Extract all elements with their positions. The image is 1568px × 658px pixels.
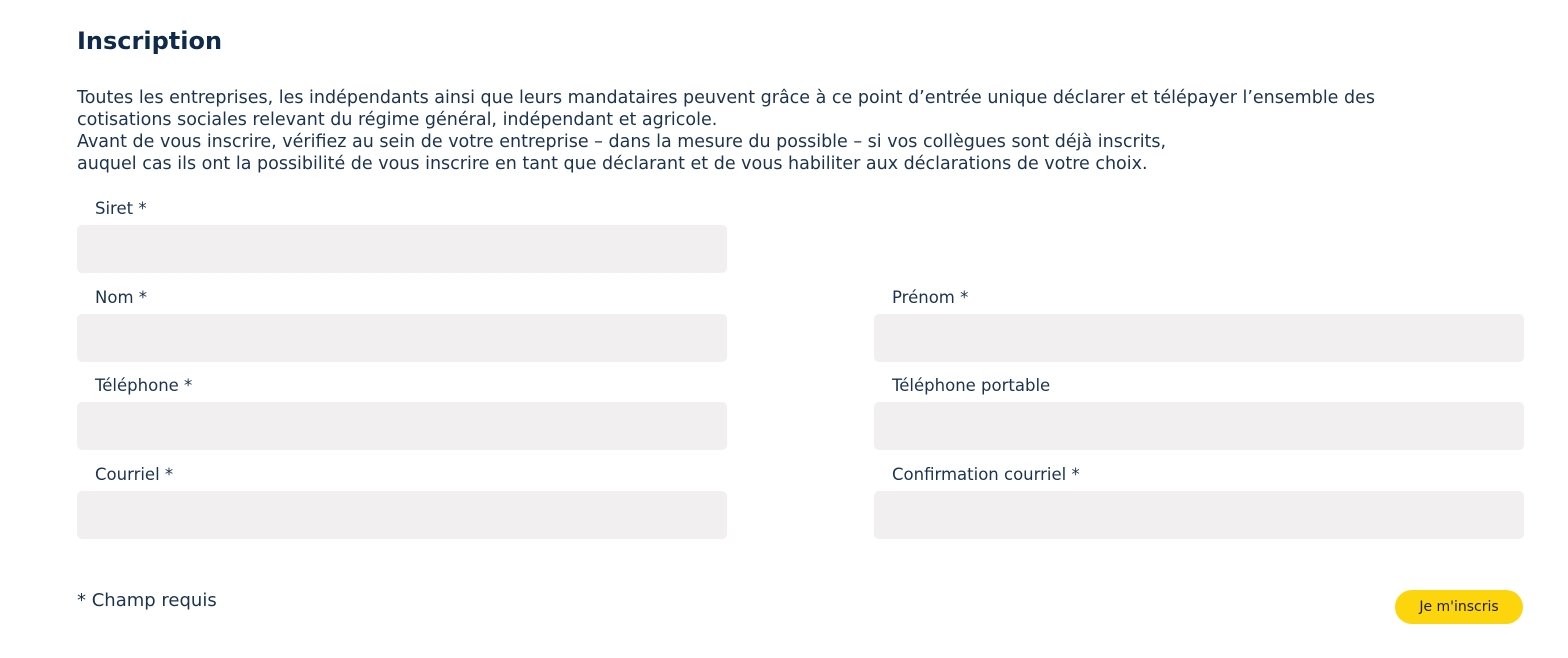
- siret-input[interactable]: [77, 225, 727, 273]
- telephone-input[interactable]: [77, 402, 727, 450]
- intro-line: cotisations sociales relevant du régime général, indépendant et agricole.: [77, 110, 718, 130]
- siret-label: Siret *: [95, 199, 147, 218]
- courriel-input[interactable]: [77, 491, 727, 539]
- courriel-label: Courriel *: [95, 465, 174, 484]
- intro-line: Avant de vous inscrire, vérifiez au sein de votre entreprise – dans la mesure du possible – si vos collègues sont déjà inscrits,: [77, 132, 1167, 152]
- page-title: Inscription: [77, 27, 223, 55]
- confirmation-courriel-input[interactable]: [874, 491, 1524, 539]
- intro-line: Toutes les entreprises, les indépendants ainsi que leurs mandataires peuvent grâce à ce point d’entrée unique déclarer et télépayer l’ensemble des: [77, 88, 1375, 108]
- prenom-label: Prénom *: [892, 288, 969, 307]
- nom-input[interactable]: [77, 314, 727, 362]
- nom-label: Nom *: [95, 288, 148, 307]
- register-button[interactable]: Je m'inscris: [1395, 590, 1523, 624]
- confirmation-courriel-label: Confirmation courriel *: [892, 465, 1080, 484]
- prenom-input[interactable]: [874, 314, 1524, 362]
- intro-text: [77, 87, 1497, 175]
- intro-line: auquel cas ils ont la possibilité de vous inscrire en tant que déclarant et de vous habiliter aux déclarations de votre choix.: [77, 154, 1148, 174]
- telephone-label: Téléphone *: [95, 376, 193, 395]
- required-field-note: * Champ requis: [77, 590, 217, 611]
- telephone-portable-input[interactable]: [874, 402, 1524, 450]
- telephone-portable-label: Téléphone portable: [892, 376, 1051, 395]
